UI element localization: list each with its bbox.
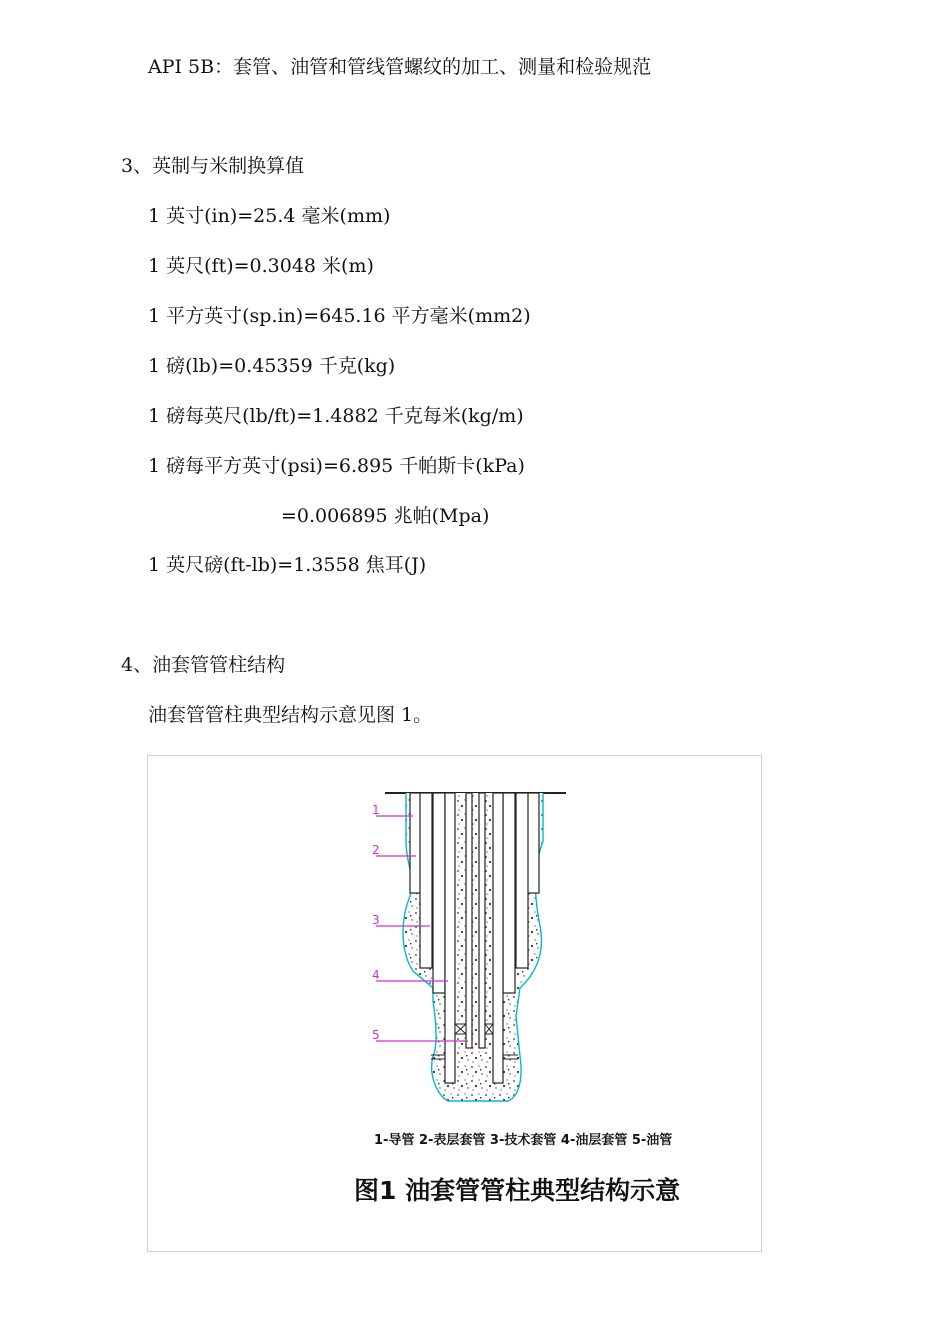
figure-legend: 1-导管 2-表层套管 3-技术套管 4-油层套管 5-油管 <box>374 1133 673 1148</box>
conversion-foot: 1 英尺(ft)=0.3048 米(m) <box>148 255 374 277</box>
figure-caption: 图1 油套管管柱典型结构示意 <box>354 1176 681 1205</box>
surface-casing-left <box>420 793 432 968</box>
conversion-psi-mpa: =0.006895 兆帕(Mpa) <box>281 505 490 527</box>
conversion-psi: 1 磅每平方英寸(psi)=6.895 千帕斯卡(kPa) <box>148 455 525 477</box>
section-4-heading: 4、油套管管柱结构 <box>121 654 286 676</box>
tubing-left <box>466 793 472 1048</box>
callout-5: 5 <box>372 1028 380 1042</box>
conversion-pound-per-foot: 1 磅每英尺(lb/ft)=1.4882 千克每米(kg/m) <box>148 405 524 427</box>
figure-1-frame <box>147 755 762 1252</box>
callout-3: 3 <box>372 913 380 927</box>
technical-casing-left <box>433 793 445 993</box>
production-casing-right <box>493 793 503 1083</box>
technical-casing-right <box>503 793 515 993</box>
callout-2: 2 <box>372 843 380 857</box>
conversion-pound: 1 磅(lb)=0.45359 千克(kg) <box>148 355 396 377</box>
section-3-heading: 3、英制与米制换算值 <box>121 155 305 177</box>
conversion-foot-pound: 1 英尺磅(ft-lb)=1.3558 焦耳(J) <box>148 554 427 576</box>
section-4-intro: 油套管管柱典型结构示意见图 1。 <box>148 704 433 726</box>
conversion-inch: 1 英寸(in)=25.4 毫米(mm) <box>148 205 391 227</box>
callout-1: 1 <box>372 803 380 817</box>
conversion-square-inch: 1 平方英寸(sp.in)=645.16 平方毫米(mm2) <box>148 305 531 327</box>
production-casing-left <box>445 793 455 1083</box>
well-casing-diagram <box>148 756 761 1251</box>
surface-casing-right <box>516 793 528 968</box>
standard-reference: API 5B：套管、油管和管线管螺纹的加工、测量和检验规范 <box>148 56 652 78</box>
callout-4: 4 <box>372 968 380 982</box>
tubing-right <box>479 793 485 1048</box>
